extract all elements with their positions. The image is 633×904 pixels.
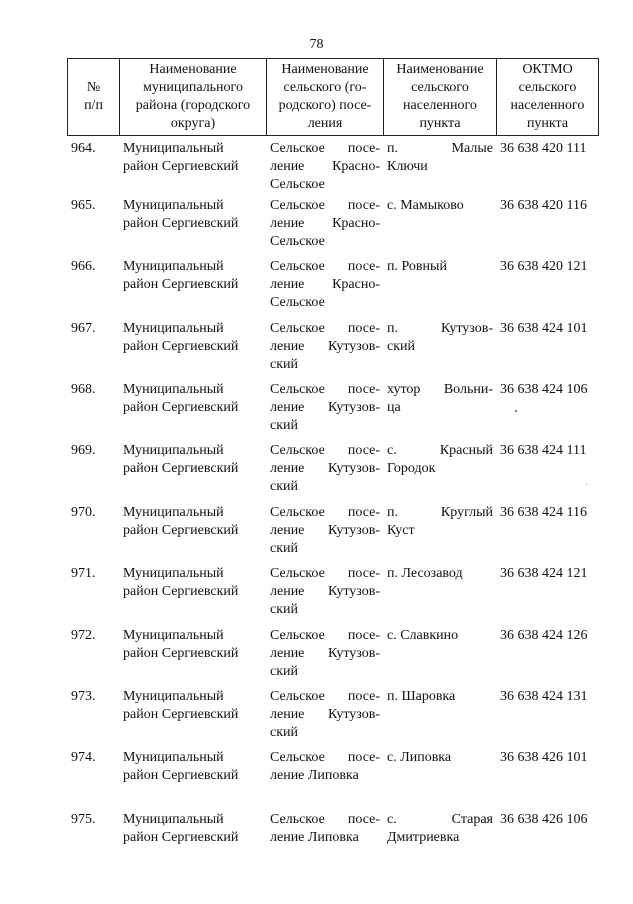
oktmo-cell: 36 638 424 106 (500, 382, 588, 398)
header-number (68, 59, 120, 136)
district-cell-line: Муниципальный (123, 504, 224, 520)
settlement-cell-line: Сельское (270, 295, 325, 311)
table-row (68, 381, 599, 442)
district-cell-line: район Сергиевский (123, 461, 239, 477)
settlement-cell-line: Сельское (270, 177, 325, 192)
locality-cell-line: Ключи (387, 159, 428, 174)
settlement-cell-line: Сельское (270, 233, 325, 249)
settlement-cell-line: Сельское посе- (270, 197, 380, 213)
district-cell-line: район Сергиевский (123, 338, 239, 354)
district-cell (120, 811, 267, 872)
district-cell (120, 197, 267, 258)
settlement-cell-line: Сельское посе- (270, 259, 380, 275)
header-line: ОКТМО (522, 62, 573, 77)
locality-table (67, 58, 599, 872)
settlement-cell-line: ление Кутузов- (270, 400, 380, 416)
row-number: 974. (71, 750, 96, 766)
district-cell-line: район Сергиевский (123, 277, 239, 293)
settlement-cell (267, 320, 384, 381)
oktmo-cell: 36 638 426 101 (500, 750, 588, 766)
district-cell-line: район Сергиевский (123, 768, 239, 784)
settlement-cell (267, 627, 384, 688)
table-row (68, 749, 599, 810)
district-cell-line: Муниципальный (123, 811, 224, 827)
district-cell (120, 504, 267, 565)
header-line: № (86, 80, 101, 95)
settlement-cell (267, 811, 384, 872)
settlement-cell-line: Сельское посе- (270, 320, 380, 336)
locality-cell-line: с. Славкино (387, 627, 459, 643)
settlement-cell-line: Сельское посе- (270, 566, 380, 582)
settlement-cell-line: ление Красно- (270, 277, 380, 293)
locality-cell (384, 258, 497, 319)
locality-cell-line: Куст (387, 522, 415, 538)
header-line: п/п (84, 98, 103, 113)
district-cell-line: район Сергиевский (123, 522, 239, 538)
header-settlement (267, 59, 384, 136)
district-cell-line: Муниципальный (123, 750, 224, 766)
header-line: населенного (510, 98, 585, 113)
header-line: пункта (419, 116, 461, 131)
header-locality (384, 59, 497, 136)
district-cell-line: Муниципальный (123, 141, 224, 156)
oktmo-cell: 36 638 424 101 (500, 320, 588, 336)
header-oktmo (497, 59, 599, 136)
header-row (68, 59, 599, 136)
district-cell-line: Муниципальный (123, 689, 224, 705)
district-cell (120, 320, 267, 381)
settlement-cell-line: ление Кутузов- (270, 707, 380, 723)
settlement-cell (267, 258, 384, 319)
row-number: 975. (71, 811, 96, 827)
settlement-cell (267, 749, 384, 810)
locality-cell-line: п. Шаровка (387, 689, 456, 705)
district-cell (120, 442, 267, 503)
header-line: Наименование (281, 62, 369, 77)
scan-speck (515, 410, 517, 412)
settlement-cell-line: ский (270, 540, 298, 556)
table-row (68, 565, 599, 626)
settlement-cell-line: ление Кутузов- (270, 338, 380, 354)
table-header (68, 59, 599, 136)
settlement-cell-line: ление Липовка (270, 768, 359, 784)
locality-cell (384, 627, 497, 688)
locality-cell (384, 565, 497, 626)
settlement-cell-line: ление Кутузов- (270, 522, 380, 538)
row-number: 973. (71, 689, 96, 705)
locality-cell-line: п. Лесозавод (387, 566, 463, 582)
district-cell (120, 749, 267, 810)
district-cell-line: район Сергиевский (123, 829, 239, 845)
row-number: 967. (71, 320, 96, 336)
header-line: сельского (го- (283, 80, 367, 95)
district-cell-line: район Сергиевский (123, 584, 239, 600)
locality-cell-line: ца (387, 400, 401, 416)
oktmo-cell: 36 638 426 106 (500, 811, 588, 827)
locality-cell-line: п. Малые (387, 141, 493, 156)
settlement-cell-line: ский (270, 725, 298, 741)
table-body (68, 136, 599, 873)
settlement-cell-line: Сельское посе- (270, 443, 380, 459)
row-number: 965. (71, 197, 96, 213)
settlement-cell-line: Сельское посе- (270, 689, 380, 705)
locality-cell (384, 442, 497, 503)
district-cell-line: район Сергиевский (123, 215, 239, 231)
oktmo-cell: 36 638 424 116 (500, 504, 587, 520)
district-cell-line: район Сергиевский (123, 707, 239, 723)
settlement-cell-line: ский (270, 479, 298, 495)
header-line: округа) (170, 116, 216, 131)
settlement-cell-line: ление Кутузов- (270, 584, 380, 600)
district-cell (120, 381, 267, 442)
locality-cell-line: ский (387, 338, 415, 354)
settlement-cell-line: ский (270, 663, 298, 679)
locality-cell-line: с. Старая (387, 811, 493, 827)
settlement-cell-line: ление Липовка (270, 829, 359, 845)
locality-cell-line: с. Красный (387, 443, 493, 459)
table-row (68, 504, 599, 565)
header-line: родского) посе- (278, 98, 372, 113)
locality-cell (384, 197, 497, 258)
settlement-cell-line: Сельское посе- (270, 141, 380, 156)
row-number: 970. (71, 504, 96, 520)
header-line: пункта (526, 116, 569, 131)
settlement-cell (267, 197, 384, 258)
header-line: Наименование (149, 62, 237, 77)
district-cell-line: Муниципальный (123, 627, 224, 643)
header-line: ления (307, 116, 343, 131)
header-line: населенного (403, 98, 477, 113)
settlement-cell (267, 442, 384, 503)
settlement-cell-line: ский (270, 418, 298, 434)
settlement-cell (267, 381, 384, 442)
settlement-cell-line: ление Кутузов- (270, 645, 380, 661)
header-line: сельского (518, 80, 577, 95)
settlement-cell-line: Сельское посе- (270, 627, 380, 643)
oktmo-cell: 36 638 424 131 (500, 689, 588, 705)
row-number: 972. (71, 627, 96, 643)
locality-cell-line: п. Ровный (387, 259, 447, 275)
locality-cell-line: п. Круглый (387, 504, 493, 520)
district-cell (120, 258, 267, 319)
settlement-cell-line: Сельское посе- (270, 750, 380, 766)
district-cell-line: Муниципальный (123, 197, 224, 213)
district-cell (120, 688, 267, 749)
page-number: 78 (309, 37, 324, 52)
settlement-cell-line: ление Красно- (270, 215, 380, 231)
table-row (68, 258, 599, 319)
row-number: 966. (71, 259, 96, 275)
locality-cell (384, 811, 497, 872)
settlement-cell (267, 565, 384, 626)
oktmo-cell: 36 638 420 111 (500, 141, 587, 156)
settlement-cell (267, 688, 384, 749)
locality-cell (384, 381, 497, 442)
header-district (120, 59, 267, 136)
district-cell (120, 565, 267, 626)
district-cell-line: Муниципальный (123, 320, 224, 336)
locality-cell-line: с. Липовка (387, 750, 452, 766)
table-row (68, 442, 599, 503)
district-cell-line: Муниципальный (123, 259, 224, 275)
district-cell-line: район Сергиевский (123, 400, 239, 416)
settlement-cell-line: Сельское посе- (270, 811, 380, 827)
locality-cell-line: п. Кутузов- (387, 320, 493, 336)
locality-cell (384, 749, 497, 810)
table-row (68, 688, 599, 749)
header-line: сельского (411, 80, 469, 95)
header-line: района (городского (135, 98, 251, 113)
district-cell-line: район Сергиевский (123, 645, 239, 661)
settlement-cell-line: Сельское посе- (270, 504, 380, 520)
oktmo-cell: 36 638 424 126 (500, 627, 588, 643)
locality-cell (384, 504, 497, 565)
locality-cell-line: Городок (387, 461, 436, 477)
table-row (68, 627, 599, 688)
locality-cell (384, 136, 497, 197)
oktmo-cell: 36 638 424 121 (500, 566, 588, 582)
settlement-cell (267, 136, 384, 197)
settlement-cell-line: ский (270, 602, 298, 618)
district-cell-line: Муниципальный (123, 443, 224, 459)
scan-speck (586, 484, 587, 485)
oktmo-cell: 36 638 420 121 (500, 259, 588, 275)
header-line: муниципального (143, 80, 243, 95)
locality-cell-line: Дмитриевка (387, 829, 460, 845)
settlement-cell-line: ление Кутузов- (270, 461, 380, 477)
settlement-cell-line: ление Красно- (270, 159, 380, 174)
row-number: 968. (71, 382, 96, 398)
table-row (68, 320, 599, 381)
locality-cell-line: с. Мамыково (387, 197, 464, 213)
settlement-cell (267, 504, 384, 565)
locality-cell (384, 688, 497, 749)
district-cell-line: район Сергиевский (123, 159, 239, 174)
table-row (68, 197, 599, 258)
locality-cell-line: хутор Вольни- (387, 382, 493, 398)
oktmo-cell: 36 638 424 111 (500, 443, 587, 459)
row-number: 971. (71, 566, 96, 582)
district-cell (120, 136, 267, 197)
settlement-cell-line: Сельское посе- (270, 382, 380, 398)
row-number: 969. (71, 443, 96, 459)
district-cell-line: Муниципальный (123, 382, 224, 398)
table-row (68, 136, 599, 197)
settlement-cell-line: ский (270, 356, 298, 372)
district-cell-line: Муниципальный (123, 566, 224, 582)
oktmo-cell: 36 638 420 116 (500, 197, 587, 213)
locality-cell (384, 320, 497, 381)
table-row (68, 811, 599, 872)
header-line: Наименование (396, 62, 484, 77)
district-cell (120, 627, 267, 688)
row-number: 964. (71, 141, 96, 156)
